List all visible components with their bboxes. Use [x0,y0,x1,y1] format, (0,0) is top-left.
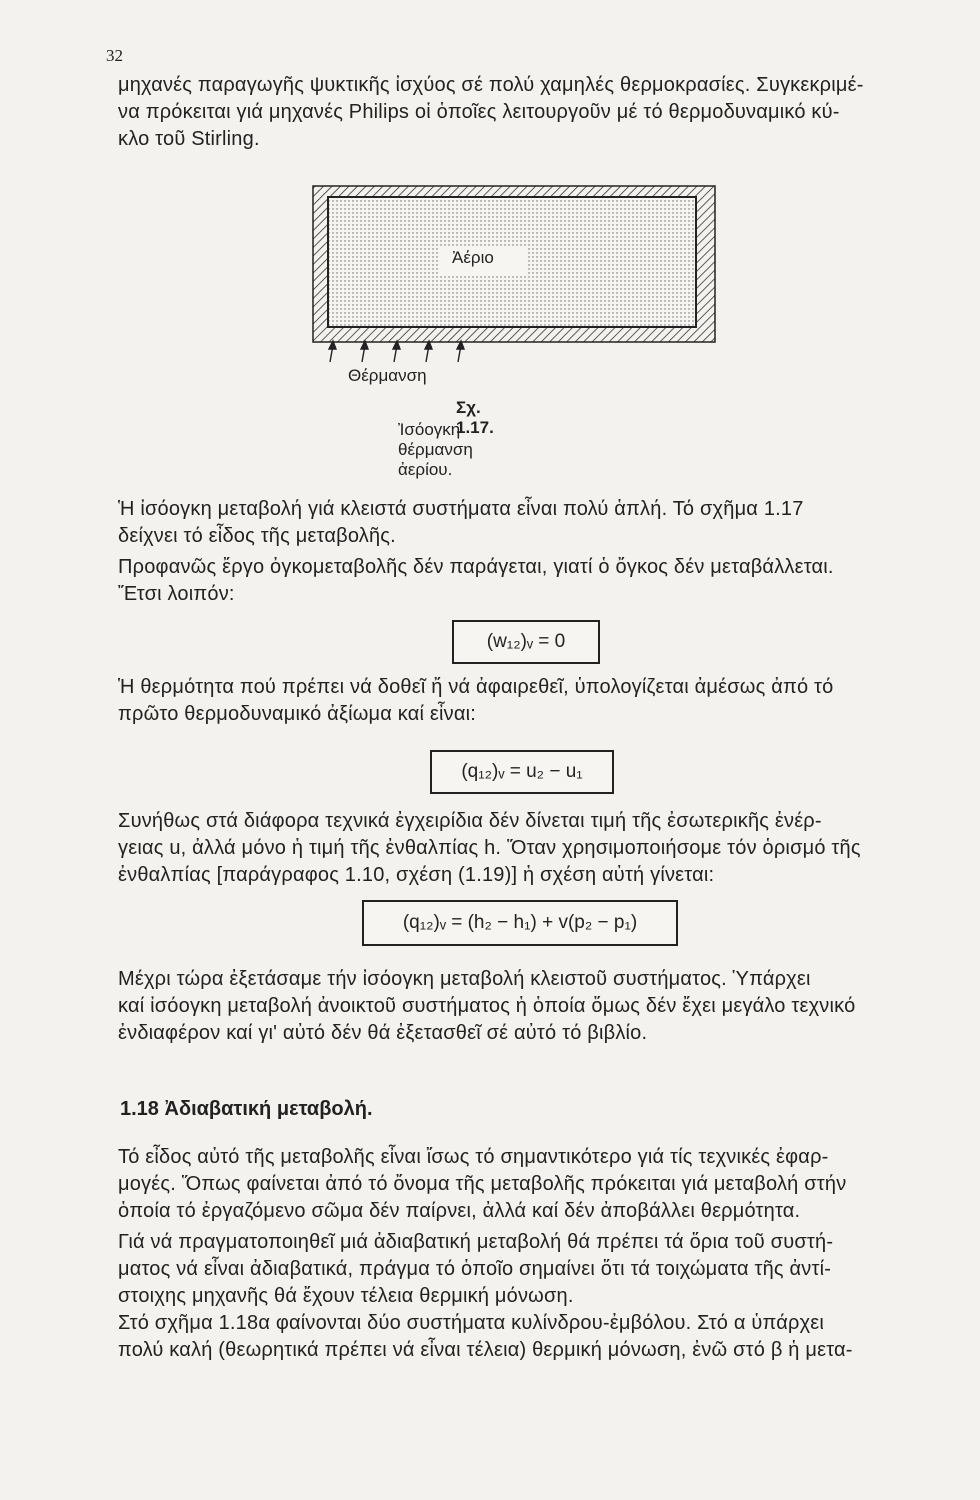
figure-caption-number: Σχ. 1.17. [456,398,494,437]
text-line: ματος νά εἶναι ἀδιαβατικά, πράγμα τό ὁποῖο σημαίνει ὅτι τά τοιχώματα τῆς ἀντί- [118,1258,832,1280]
section-title: Ἀδιαβατική μεταβολή. [164,1098,373,1120]
gas-label: Ἀέριο [452,248,494,267]
figure-caption-text: Ἰσόογκη θέρμανση ἀερίου. [398,420,473,479]
text-line: ἐνδιαφέρον καί γι' αὐτό δέν θά ἐξετασθεῖ σέ αὐτό τό βιβλίο. [118,1022,648,1044]
text-line: στοιχης μηχανῆς θά ἔχουν τέλεια θερμική μόνωση. [118,1285,574,1307]
paragraph-enthalpy [118,808,861,889]
text-line: Ἡ ἰσόογκη μεταβολή γιά κλειστά συστήματα εἶναι πολύ ἁπλή. Τό σχῆμα 1.17 [118,498,804,520]
equation-heat-internal-energy: (q₁₂)ᵥ = u₂ − u₁ [430,750,614,794]
text-line: πρῶτο θερμοδυναμικό ἀξίωμα καί εἶναι: [118,703,477,725]
text-line: καί ἰσόογκη μεταβολή ἀνοικτοῦ συστήματος ἡ ὁποία ὅμως δέν ἔχει μεγάλο τεχνικό [118,995,856,1017]
text-line: να πρόκειται γιά μηχανές Philips οἱ ὁποῖες λειτουργοῦν μέ τό θερμοδυναμικό κύ- [118,101,840,123]
text-line: Μέχρι τώρα ἐξετάσαμε τήν ἰσόογκη μεταβολή κλειστοῦ συστήματος. Ὑπάρχει [118,968,811,990]
text-line: Προφανῶς ἔργο ὀγκομεταβολῆς δέν παράγεται, γιατί ὁ ὄγκος δέν μεταβάλλεται. [118,556,834,578]
heating-label: Θέρμανση [348,366,427,385]
text-line: πολύ καλή (θεωρητικά πρέπει νά εἶναι τέλεια) θερμική μόνωση, ἐνῶ στό β ἡ μετα- [118,1339,853,1361]
text-line: γειας u, ἀλλά μόνο ἡ τιμή τῆς ἐνθαλπίας h. Ὅταν χρησιμοποιήσομε τόν ὁρισμό τῆς [118,837,861,859]
paragraph-open-system [118,966,855,1047]
paragraph-isochoric-intro [118,496,834,608]
text-line: ὁποία τό ἐργαζόμενο σῶμα δέν παίρνει, ἀλλά καί δέν ἀποβάλλει θερμότητα. [118,1200,801,1222]
text-line: δείχνει τό εἶδος τῆς μεταβολῆς. [118,525,396,547]
paragraph-heat-first-law [118,674,833,728]
page-number: 32 [106,46,123,65]
text-line: Στό σχῆμα 1.18α φαίνονται δύο συστήματα κυλίνδρου-ἐμβόλου. Στό α ὑπάρχει [118,1312,825,1334]
text-line: μογές. Ὅπως φαίνεται ἀπό τό ὄνομα τῆς μεταβολῆς πρόκειται γιά μεταβολή στήν [118,1173,847,1195]
section-heading [120,1098,373,1121]
paragraph-adiabatic [118,1144,853,1364]
text-line: Συνήθως στά διάφορα τεχνικά ἐγχειρίδια δέν δίνεται τιμή τῆς ἐσωτερικῆς ἐνέρ- [118,810,822,832]
text-line: ἐνθαλπίας [παράγραφος 1.10, σχέση (1.19)] ἡ σχέση αὐτή γίνεται: [118,864,715,886]
section-number: 1.18 [120,1098,159,1120]
equation-work-zero: (w₁₂)ᵥ = 0 [452,620,600,664]
text-line: Ἡ θερμότητα πού πρέπει νά δοθεῖ ἤ νά ἀφαιρεθεῖ, ὑπολογίζεται ἀμέσως ἀπό τό [118,676,834,698]
text-line: Ἔτσι λοιπόν: [118,583,235,605]
text-line: μηχανές παραγωγῆς ψυκτικῆς ἰσχύος σέ πολύ χαμηλές θερμοκρασίες. Συγκεκριμέ- [118,74,864,96]
isochoric-heating-diagram [0,0,980,460]
text-line: Τό εἶδος αὐτό τῆς μεταβολῆς εἶναι ἴσως τό σημαντικότερο γιά τίς τεχνικές ἐφαρ- [118,1146,829,1168]
text-line: κλο τοῦ Stirling. [118,128,260,150]
equation-heat-enthalpy: (q₁₂)ᵥ = (h₂ − h₁) + v(p₂ − p₁) [362,900,678,946]
heat-arrows [329,341,464,362]
text-line: Γιά νά πραγματοποιηθεῖ μιά ἀδιαβατική μεταβολή θά πρέπει τά ὅρια τοῦ συστή- [118,1231,834,1253]
